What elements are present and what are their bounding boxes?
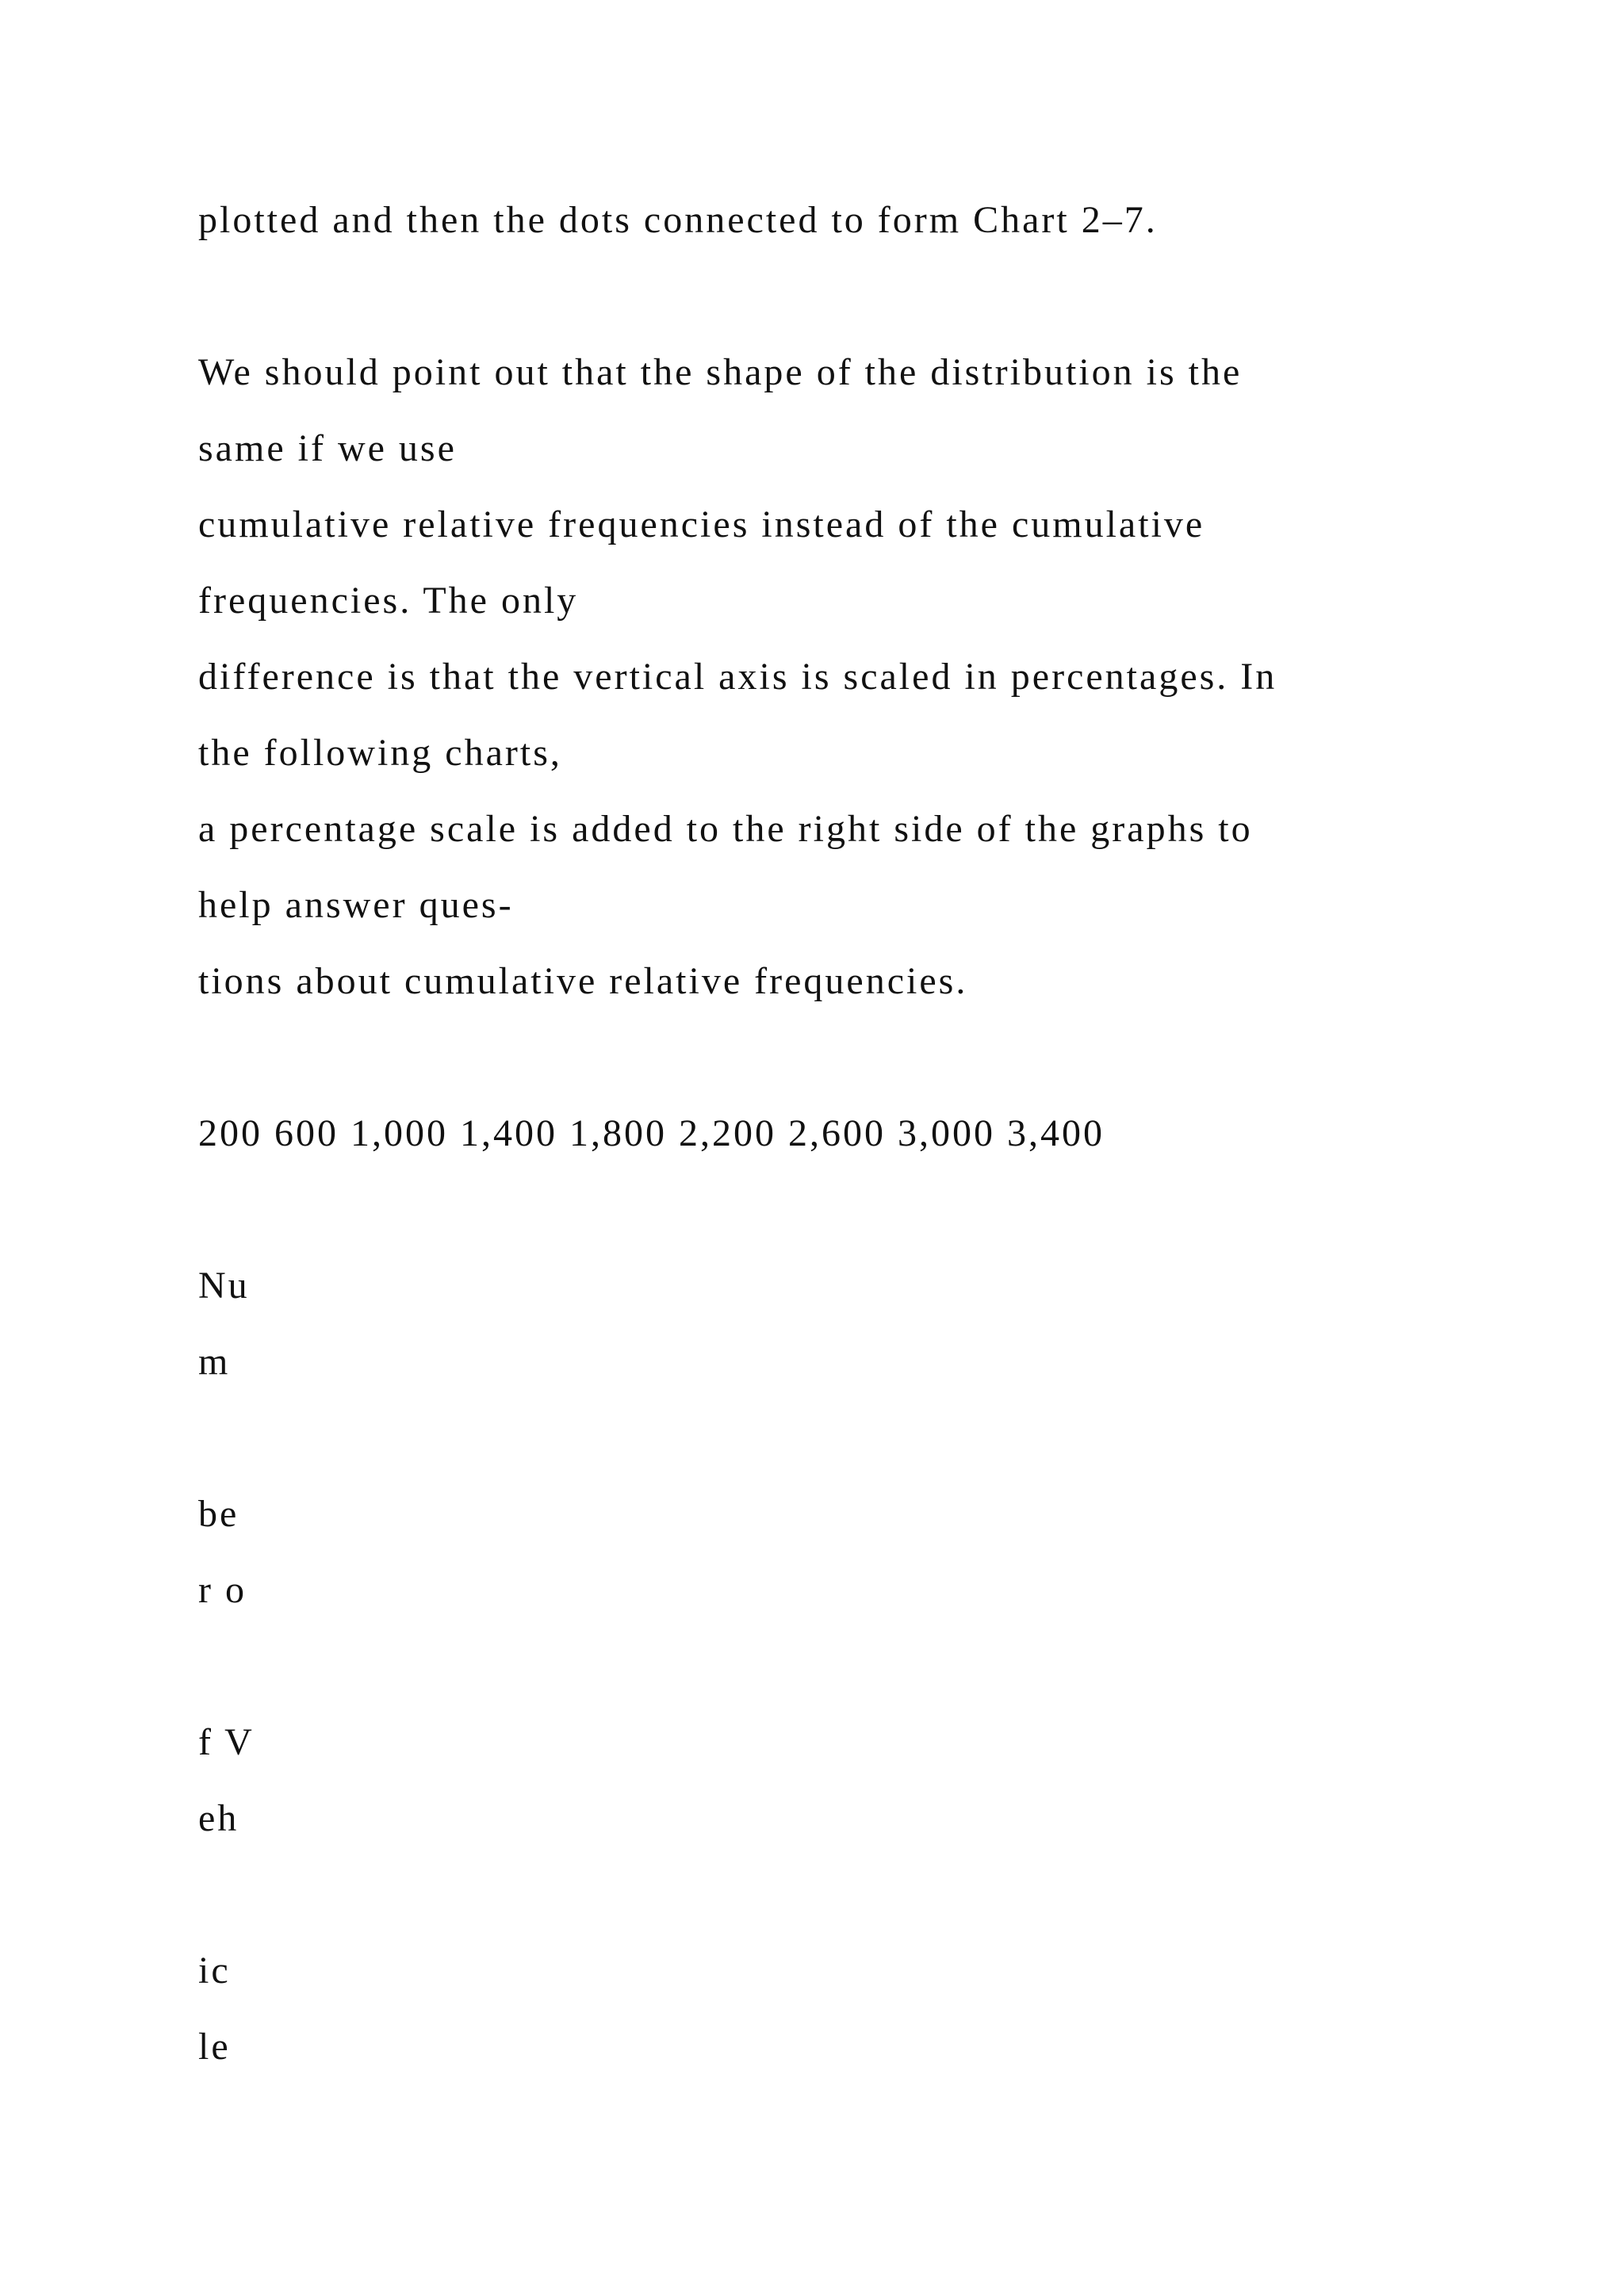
text-line: cumulative relative frequencies instead of the cumulative <box>198 503 1205 545</box>
fragment-line: f V <box>198 1721 255 1763</box>
text-line: tions about cumulative relative frequencies. <box>198 960 968 1002</box>
text-line: the following charts, <box>198 732 562 774</box>
fragment-line: eh <box>198 1797 239 1839</box>
blank-line <box>198 1172 1483 1248</box>
body-text <box>198 182 1483 2085</box>
text-line: help answer ques- <box>198 884 514 926</box>
blank-line <box>198 1857 1483 1933</box>
blank-line <box>198 1400 1483 1476</box>
blank-line <box>198 1628 1483 1705</box>
text-line: plotted and then the dots connected to form Chart 2–7. <box>198 199 1158 241</box>
fragment-line: r o <box>198 1569 247 1611</box>
fragment-line: m <box>198 1341 231 1383</box>
fragment-line: be <box>198 1493 239 1535</box>
fragment-line: Nu <box>198 1265 250 1307</box>
text-line: same if we use <box>198 427 457 469</box>
axis-values-line: 200 600 1,000 1,400 1,800 2,200 2,600 3,000 3,400 <box>198 1112 1105 1154</box>
fragment-line: ic <box>198 1950 231 1992</box>
fragment-line: le <box>198 2026 231 2068</box>
text-line: frequencies. The only <box>198 580 579 622</box>
text-line: a percentage scale is added to the right side of the graphs to <box>198 808 1253 850</box>
text-line: difference is that the vertical axis is scaled in percentages. In <box>198 656 1277 698</box>
blank-line <box>198 1020 1483 1096</box>
text-line: We should point out that the shape of the distribution is the <box>198 351 1243 393</box>
blank-line <box>198 258 1483 335</box>
